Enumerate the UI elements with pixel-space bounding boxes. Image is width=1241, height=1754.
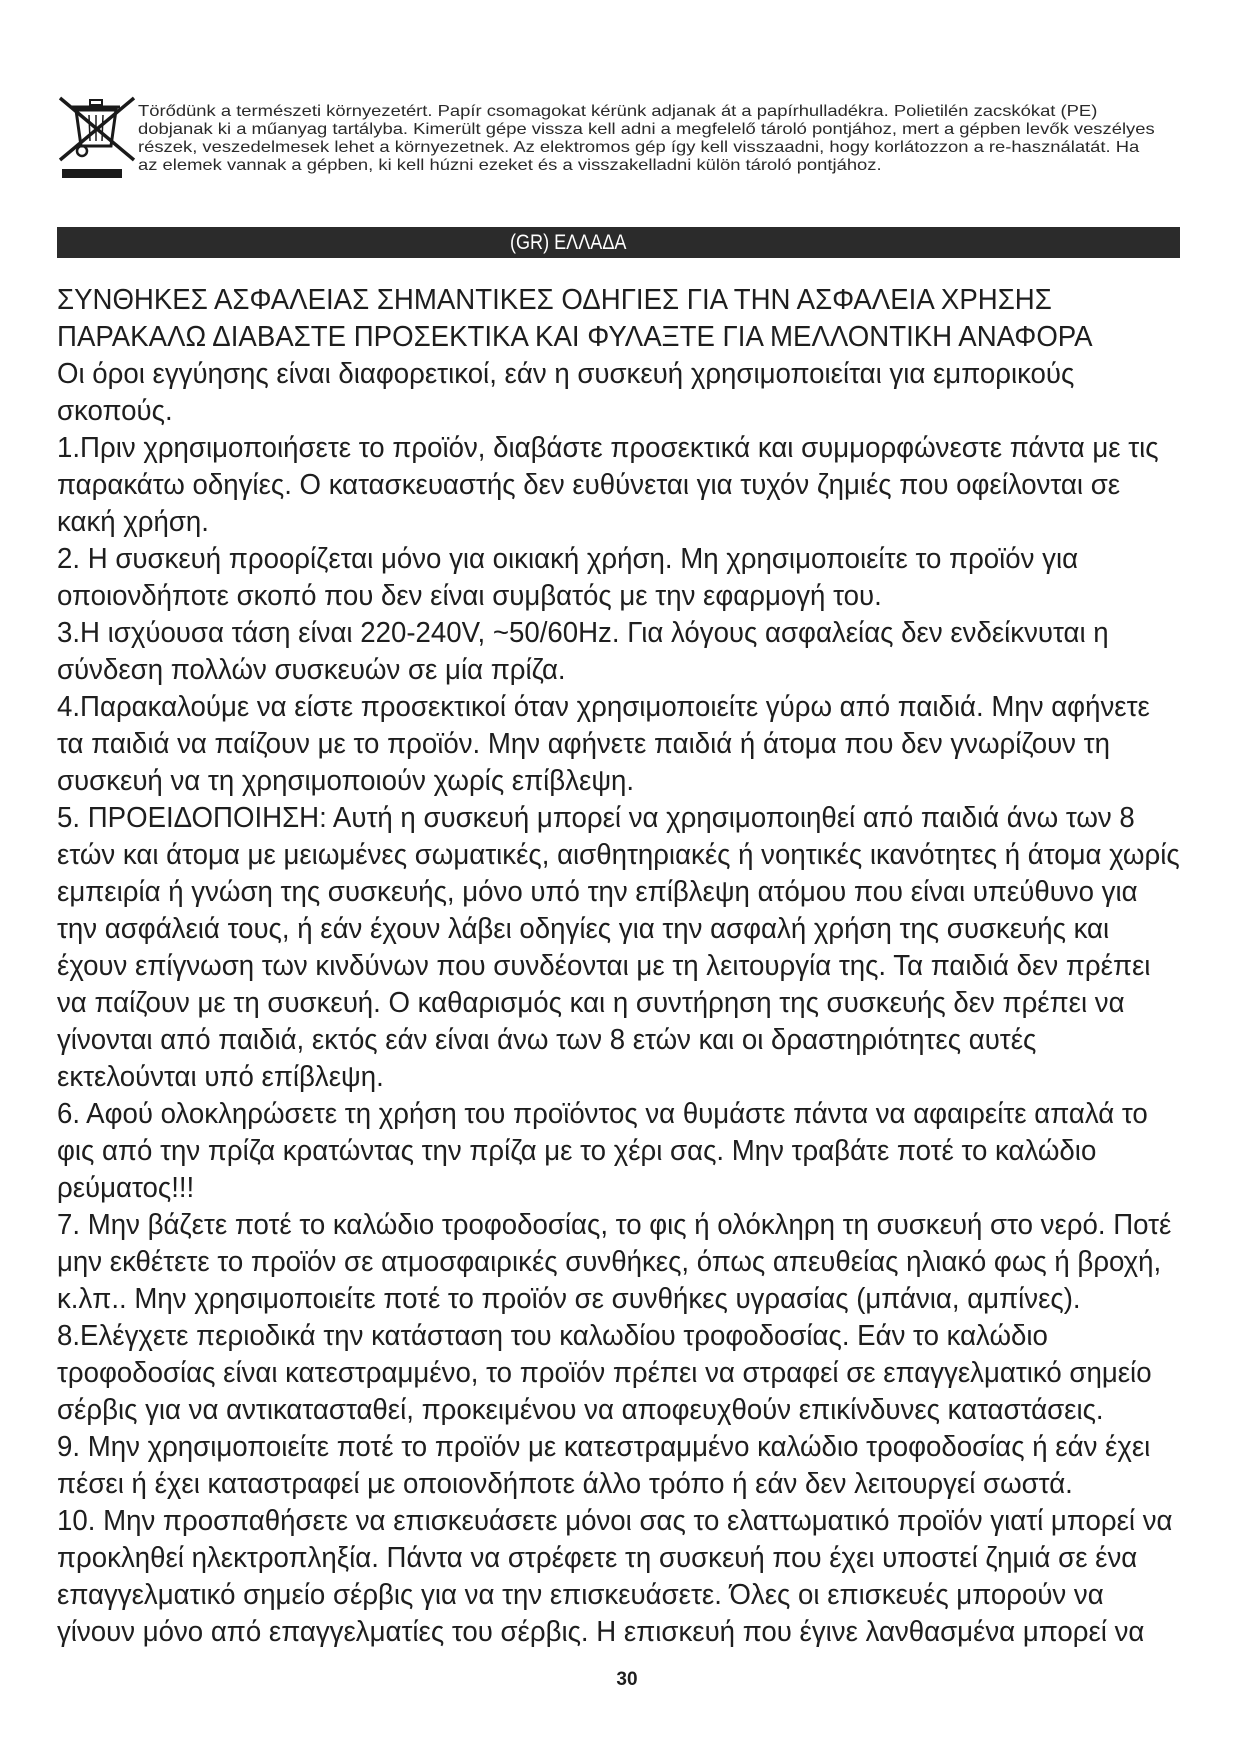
instruction-line: την ασφάλειά τους, ή εάν έχουν λάβει οδηγίες για την ασφαλή χρήση της συσκευής και	[57, 913, 1110, 945]
instruction-item-4	[57, 689, 1180, 800]
recycling-notice-line: részek, veszedelmesek lehet a környezetnek. Az elektromos gép így kell visszaadni, hogy korlátozzon a re-használatát. Ha	[138, 139, 1140, 156]
instruction-line: γίνουν μόνο από επαγγελματίες του σέρβις. Η επισκευή που έγινε λανθασμένα μπορεί να	[57, 1616, 1145, 1648]
instruction-line: 2. Η συσκευή προορίζεται μόνο για οικιακή χρήση. Μη χρησιμοποιείτε το προϊόν για	[57, 543, 1079, 575]
instruction-line: 3.Η ισχύουσα τάση είναι 220-240V, ~50/60Hz. Για λόγους ασφαλείας δεν ενδείκνυται η	[57, 617, 1109, 649]
instruction-line: 5. ΠΡΟΕΙΔΟΠΟΙΗΣΗ: Αυτή η συσκευή μπορεί να χρησιμοποιηθεί από παιδιά άνω των 8	[57, 802, 1135, 834]
instruction-item-9	[57, 1429, 1180, 1503]
bin-rib	[102, 115, 103, 141]
instruction-line: προκληθεί ηλεκτροπληξία. Πάντα να στρέφετε τη συσκευή που έχει υποστεί ζημιά σε ένα	[57, 1542, 1138, 1574]
safety-title-line: ΠΑΡΑΚΑΛΩ ΔΙΑΒΑΣΤΕ ΠΡΟΣΕΚΤΙΚΑ ΚΑΙ ΦΥΛΑΞΤΕ ΓΙΑ ΜΕΛΛΟΝΤΙΚΗ ΑΝΑΦΟΡΑ	[57, 321, 1093, 353]
instruction-line: συσκευή να τη χρησιμοποιούν χωρίς επίβλεψη.	[57, 765, 635, 797]
page-number: 30	[616, 1669, 638, 1690]
recycling-notice-line: az elemek vannak a gépben, ki kell húzni ezeket és a visszakelladni külön tároló pontjához.	[138, 157, 882, 174]
instruction-line: κακή χρήση.	[57, 506, 209, 538]
instruction-line: παρακάτω οδηγίες. Ο κατασκευαστής δεν ευθύνεται για τυχόν ζημιές που οφείλονται σε	[57, 469, 1121, 501]
instruction-line: φις από την πρίζα κρατώντας την πρίζα με το χέρι σας. Μην τραβάτε ποτέ το καλώδιο	[57, 1135, 1097, 1167]
instruction-line: 6. Αφού ολοκληρώσετε τη χρήση του προϊόντος να θυμάστε πάντα να αφαιρείτε απαλά το	[57, 1098, 1148, 1130]
instruction-item-7	[57, 1207, 1180, 1318]
instruction-line: τα παιδιά να παίζουν με το προϊόν. Μην αφήνετε παιδιά ή άτομα που δεν γνωρίζουν τη	[57, 728, 1110, 760]
instruction-item-6	[57, 1096, 1180, 1207]
instruction-line: εμπειρία ή γνώση της συσκευής, μόνο υπό την επίβλεψη ατόμου που είναι υπεύθυνο για	[57, 876, 1138, 908]
instruction-line: 4.Παρακαλούμε να είστε προσεκτικοί όταν χρησιμοποιείτε γύρω από παιδιά. Μην αφήνετε	[57, 691, 1150, 723]
instruction-line: κ.λπ.. Μην χρησιμοποιείτε ποτέ το προϊόν σε συνθήκες υγρασίας (μπάνια, αμπίνες).	[57, 1283, 1081, 1315]
warranty-note-line: Οι όροι εγγύησης είναι διαφορετικοί, εάν η συσκευή χρησιμοποιείται για εμπορικούς	[57, 358, 1075, 390]
instruction-item-8	[57, 1318, 1180, 1429]
weee-svg	[57, 96, 137, 196]
instruction-line: 1.Πριν χρησιμοποιήσετε το προϊόν, διαβάστε προσεκτικά και συμμορφώνεστε πάντα με τις	[57, 432, 1159, 464]
instruction-item-1	[57, 430, 1180, 541]
instruction-item-3	[57, 615, 1180, 689]
safety-instructions	[57, 282, 1180, 1651]
instruction-item-2	[57, 541, 1180, 615]
separate-collection-bar	[62, 169, 122, 178]
instruction-line: σύνδεση πολλών συσκευών σε μία πρίζα.	[57, 654, 566, 686]
instruction-line: γίνονται από παιδιά, εκτός εάν είναι άνω των 8 ετών και οι δραστηριότητες αυτές	[57, 1024, 1037, 1056]
section-header-bar	[57, 227, 1180, 258]
warranty-note-line: σκοπούς.	[57, 395, 173, 427]
recycling-notice-line: Törődünk a természeti környezetért. Papír csomagokat kérünk adjanak át a papírhulladékra. Polietilén zacskókat (PE)	[138, 103, 1098, 120]
instruction-item-5	[57, 800, 1180, 1096]
instruction-line: ετών και άτομα με μειωμένες σωματικές, αισθητηριακές ή νοητικές ικανότητες ή άτομα χωρίς	[57, 839, 1180, 871]
safety-title	[57, 282, 1180, 356]
warranty-note	[57, 356, 1180, 430]
instruction-line: 8.Ελέγχετε περιοδικά την κατάσταση του καλωδίου τροφοδοσίας. Εάν το καλώδιο	[57, 1320, 1048, 1352]
instruction-line: μην εκθέτετε το προϊόν σε ατμοσφαιρικές συνθήκες, όπως απευθείας ηλιακό φως ή βροχή,	[57, 1246, 1162, 1278]
instruction-line: επαγγελματικό σημείο σέρβις για να την επισκευάσετε. Όλες οι επισκευές μπορούν να	[57, 1579, 1104, 1611]
bin-handle	[90, 100, 102, 105]
instruction-line: πέσει ή έχει καταστραφεί με οποιονδήποτε άλλο τρόπο ή εάν δεν λειτουργεί σωστά.	[57, 1468, 1073, 1500]
instruction-line: σέρβις για να αντικατασταθεί, προκειμένου να αποφευχθούν επικίνδυνες καταστάσεις.	[57, 1394, 1104, 1426]
crossed-out-wheelie-bin-icon	[57, 96, 137, 196]
recycling-notice	[138, 103, 1168, 175]
recycling-notice-line: dobjanak ki a műanyag tartályba. Kimerült gépe vissza kell adni a megfelelő tároló pontjához, mert a gépben levők veszélyes	[138, 121, 1155, 138]
section-header-label: (GR) ΕΛΛΑΔΑ	[510, 231, 627, 254]
instruction-line: 10. Μην προσπαθήσετε να επισκευάσετε μόνοι σας το ελαττωματικό προϊόν γιατί μπορεί να	[57, 1505, 1173, 1537]
instruction-line: 7. Μην βάζετε ποτέ το καλώδιο τροφοδοσίας, το φις ή ολόκληρη τη συσκευή στο νερό. Ποτέ	[57, 1209, 1172, 1241]
instruction-line: να παίζουν με τη συσκευή. Ο καθαρισμός και η συντήρηση της συσκευής δεν πρέπει να	[57, 987, 1125, 1019]
instruction-line: τροφοδοσίας είναι κατεστραμμένο, το προϊόν πρέπει να στραφεί σε επαγγελματικό σημείο	[57, 1357, 1152, 1389]
safety-title-line: ΣΥΝΘΗΚΕΣ ΑΣΦΑΛΕΙΑΣ ΣΗΜΑΝΤΙΚΕΣ ΟΔΗΓΙΕΣ ΓΙΑ ΤΗΝ ΑΣΦΑΛΕΙΑ ΧΡΗΣΗΣ	[57, 284, 1052, 316]
instruction-line: ρεύματος!!!	[57, 1172, 195, 1204]
instruction-line: οποιονδήποτε σκοπό που δεν είναι συμβατός με την εφαρμογή του.	[57, 580, 882, 612]
instruction-line: έχουν επίγνωση των κινδύνων που συνδέονται με τη λειτουργία της. Τα παιδιά δεν πρέπει	[57, 950, 1151, 982]
instruction-line: εκτελούνται υπό επίβλεψη.	[57, 1061, 384, 1093]
instruction-item-10	[57, 1503, 1180, 1651]
instruction-line: 9. Μην χρησιμοποιείτε ποτέ το προϊόν με κατεστραμμένο καλώδιο τροφοδοσίας ή εάν έχει	[57, 1431, 1151, 1463]
